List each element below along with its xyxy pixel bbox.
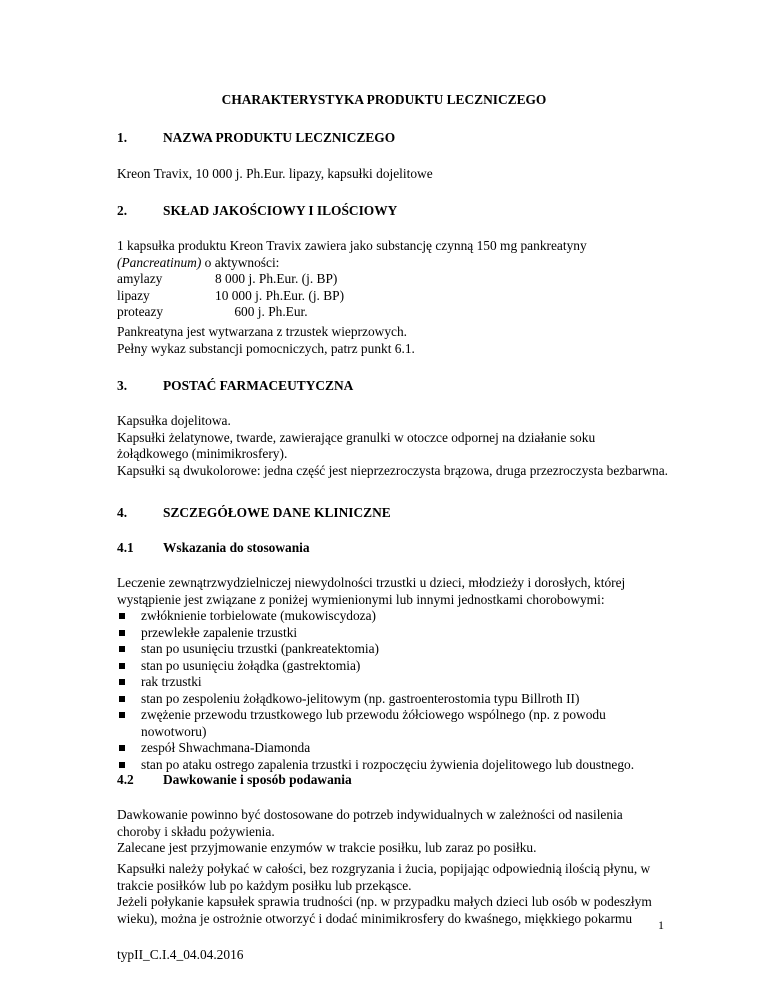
text-line: choroby i składu pożywienia.	[117, 823, 275, 839]
list-item	[117, 740, 634, 757]
enzyme-name: amylazy	[117, 271, 163, 286]
bullet-icon	[119, 663, 125, 669]
section-2-note	[117, 324, 687, 357]
list-item-text: zwłóknienie torbielowate (mukowiscydoza)	[141, 608, 377, 623]
note-line: Pełny wykaz substancji pomocniczych, patrz punkt 6.1.	[117, 340, 415, 356]
latin-name: (Pancreatinum)	[117, 254, 202, 270]
bullet-icon	[119, 696, 125, 702]
list-item	[117, 641, 634, 658]
text-line: Kapsułka dojelitowa.	[117, 413, 231, 428]
bullet-icon	[119, 646, 125, 652]
list-item	[117, 608, 634, 625]
enzyme-value: 600 j. Ph.Eur.	[234, 304, 308, 319]
dosage-paragraph-1	[117, 807, 687, 857]
section-3-heading: POSTAĆ FARMACEUTYCZNA	[163, 378, 354, 393]
section-3-text	[117, 413, 687, 479]
bullet-icon	[119, 712, 125, 718]
list-item-text: rak trzustki	[141, 674, 202, 689]
list-item-text: stan po ataku ostrego zapalenia trzustki i rozpoczęciu żywienia dojelitowego lub doustnego.	[141, 756, 635, 772]
composition-intro-line-2	[117, 255, 687, 272]
section-4-2-number: 4.2	[117, 772, 134, 787]
text-line: wystąpienie jest związane z poniżej wymienionymi lub innymi jednostkami chorobowymi:	[117, 591, 605, 607]
list-item-text: stan po zespoleniu żołądkowo-jelitowym (np. gastroenterostomia typu Billroth II)	[141, 690, 580, 706]
list-item	[117, 658, 634, 675]
section-4-heading: SZCZEGÓŁOWE DANE KLINICZNE	[163, 505, 391, 520]
section-1-text: Kreon Travix, 10 000 j. Ph.Eur. lipazy, kapsułki dojelitowe	[117, 166, 433, 181]
section-4-1-heading: Wskazania do stosowania	[163, 540, 310, 555]
text-line: Leczenie zewnątrzwydzielniczej niewydolności trzustki u dzieci, młodzieży i dorosłych, której	[117, 575, 626, 590]
list-item-text: przewlekłe zapalenie trzustki	[141, 624, 298, 640]
section-1-heading: NAZWA PRODUKTU LECZNICZEGO	[163, 130, 396, 145]
list-item	[117, 757, 634, 774]
list-item	[117, 625, 634, 642]
dosage-paragraph-2	[117, 861, 687, 927]
section-2-heading: SKŁAD JAKOŚCIOWY I ILOŚCIOWY	[163, 203, 398, 218]
bullet-icon	[119, 613, 125, 619]
composition-intro-rest: o aktywności:	[201, 254, 280, 270]
section-1-number: 1.	[117, 130, 128, 145]
section-4-2-heading: Dawkowanie i sposób podawania	[163, 772, 352, 787]
list-item-text: nowotworu)	[141, 723, 207, 739]
bullet-icon	[119, 762, 125, 768]
list-item-text: zespół Shwachmana-Diamonda	[141, 740, 311, 755]
text-line: Jeżeli połykanie kapsułek sprawia trudności (np. w przypadku małych dzieci lub osób w podeszłym	[117, 894, 652, 909]
enzyme-name: lipazy	[117, 287, 150, 303]
text-line: Kapsułki są dwukolorowe: jedna część jest nieprzezroczysta brązowa, druga przezroczysta bezbarwna.	[117, 462, 668, 478]
text-line: żołądkowego (minimikrosfery).	[117, 446, 288, 461]
bullet-icon	[119, 630, 125, 636]
note-line: Pankreatyna jest wytwarzana z trzustek wieprzowych.	[117, 324, 408, 339]
list-item-text: zwężenie przewodu trzustkowego lub przewodu żółciowego wspólnego (np. z powodu	[141, 707, 606, 722]
list-item	[117, 707, 634, 724]
indications-intro	[117, 575, 687, 608]
composition-block	[117, 238, 687, 321]
composition-row	[117, 304, 687, 321]
indications-list	[117, 608, 634, 773]
text-line: Zalecane jest przyjmowanie enzymów w trakcie posiłku, lub zaraz po posiłku.	[117, 840, 537, 855]
section-4-1-number: 4.1	[117, 540, 134, 555]
document-title: CHARAKTERYSTYKA PRODUKTU LECZNICZEGO	[221, 92, 547, 107]
text-line: Dawkowanie powinno być dostosowane do potrzeb indywidualnych w zależności od nasilenia	[117, 807, 623, 822]
enzyme-value: 8 000 j. Ph.Eur. (j. BP)	[215, 271, 338, 286]
bullet-icon	[119, 679, 125, 685]
section-4-number: 4.	[117, 505, 128, 520]
footer-document-code: typII_C.I.4_04.04.2016	[117, 947, 244, 962]
text-line: trakcie posiłków lub po każdym posiłku lub przekąsce.	[117, 877, 412, 893]
section-2-number: 2.	[117, 203, 128, 218]
composition-row	[117, 271, 687, 288]
list-item-text: stan po usunięciu trzustki (pankreatektomia)	[141, 641, 379, 656]
text-line: Kapsułki należy połykać w całości, bez rozgryzania i żucia, popijając odpowiednią ilością płynu, w	[117, 861, 651, 876]
enzyme-name: proteazy	[117, 304, 164, 319]
enzyme-value: 10 000 j. Ph.Eur. (j. BP)	[215, 287, 345, 303]
list-item	[117, 691, 634, 708]
text-line: Kapsułki żelatynowe, twarde, zawierające granulki w otoczce odpornej na działanie soku	[117, 429, 596, 445]
composition-intro-line: 1 kapsułka produktu Kreon Travix zawiera jako substancję czynną 150 mg pankreatyny	[117, 238, 587, 253]
list-item	[117, 674, 634, 691]
list-item-text: stan po usunięciu żołądka (gastrektomia)	[141, 657, 361, 673]
page-number: 1	[658, 918, 664, 932]
bullet-icon	[119, 745, 125, 751]
section-3-number: 3.	[117, 378, 128, 393]
list-item-continuation	[117, 724, 634, 741]
text-line: wieku), można je ostrożnie otworzyć i dodać minimikrosfery do kwaśnego, miękkiego pokarmu	[117, 910, 633, 926]
composition-row	[117, 288, 687, 305]
